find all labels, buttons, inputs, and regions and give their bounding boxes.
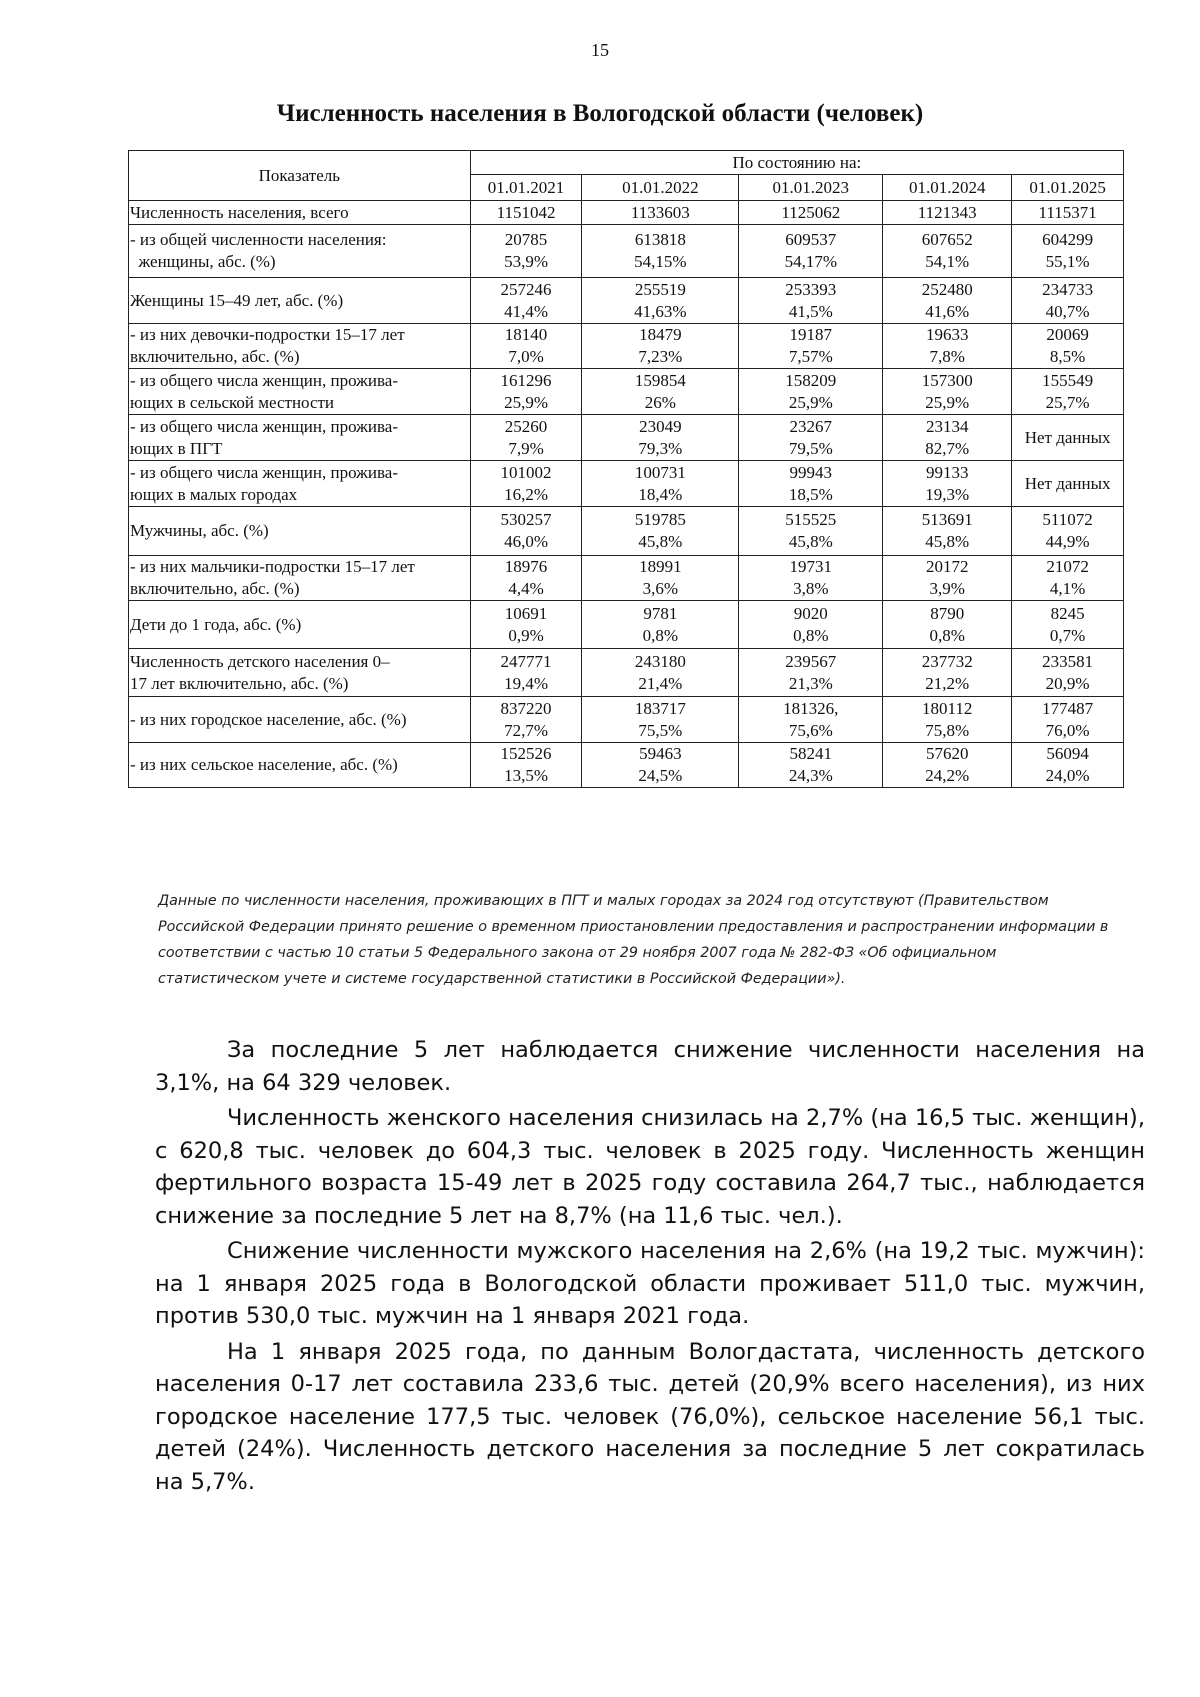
value-line: 21072 (1046, 557, 1089, 576)
row-label-line: Дети до 1 года, абс. (%) (130, 614, 302, 634)
value-cell (739, 601, 883, 649)
row-label-line: ющих в сельской местности (130, 392, 335, 412)
value-cell (470, 697, 582, 743)
table-row (129, 697, 1124, 743)
row-label-line: - из них девочки-подростки 15–17 лет (130, 325, 405, 344)
value-cell (1012, 225, 1124, 278)
value-line: 57620 (925, 744, 969, 763)
table-row (129, 601, 1124, 649)
value-cell (883, 201, 1012, 225)
value-line: 233581 (1042, 651, 1094, 671)
value-cell (883, 697, 1012, 743)
value-line: 79,3% (638, 438, 683, 458)
value-line: 25,9% (504, 392, 549, 412)
date-header-3: 01.01.2023 (739, 175, 883, 201)
value-line: 7,8% (929, 347, 965, 366)
value-cell (1012, 697, 1124, 743)
value-line: 3,9% (929, 579, 965, 598)
value-line: 607652 (921, 230, 973, 249)
table-row (129, 369, 1124, 415)
value-line: 21,3% (788, 673, 833, 693)
value-line: 75,6% (788, 720, 833, 740)
value-line: 515525 (785, 510, 837, 529)
value-line: 159854 (634, 370, 686, 390)
value-cell (1012, 507, 1124, 556)
row-label (129, 201, 471, 225)
table-row (129, 507, 1124, 556)
value-line: 76,0% (1045, 720, 1090, 740)
table-row (129, 649, 1124, 697)
value-cell (582, 324, 739, 369)
value-line: 252480 (921, 279, 973, 299)
row-label (129, 649, 471, 697)
value-line: 519785 (634, 510, 686, 529)
value-line: 21,4% (638, 673, 683, 693)
value-line: 1125062 (781, 202, 841, 222)
value-line: 45,8% (788, 532, 833, 551)
value-cell (582, 507, 739, 556)
value-cell (883, 649, 1012, 697)
value-cell (883, 507, 1012, 556)
value-line: 604299 (1042, 230, 1094, 249)
value-line: 53,9% (504, 252, 549, 271)
value-line: 23267 (789, 416, 833, 436)
value-cell (582, 225, 739, 278)
value-line: 79,5% (788, 438, 833, 458)
value-cell (1012, 461, 1124, 507)
value-line: 1121343 (917, 202, 977, 222)
population-table (128, 150, 1124, 788)
table-row (129, 201, 1124, 225)
table-row (129, 324, 1124, 369)
value-cell (582, 278, 739, 324)
value-cell (470, 649, 582, 697)
value-line: 177487 (1042, 698, 1094, 718)
value-cell (739, 697, 883, 743)
value-line: 99133 (925, 462, 969, 482)
date-header-1: 01.01.2021 (470, 175, 582, 201)
value-line: 158209 (785, 370, 837, 390)
row-label-line: - из общего числа женщин, прожива- (130, 416, 399, 436)
value-line: 8245 (1050, 603, 1085, 623)
value-line: 530257 (500, 510, 552, 529)
value-line: 155549 (1042, 370, 1094, 390)
value-cell (739, 225, 883, 278)
value-cell (739, 461, 883, 507)
date-header-4: 01.01.2024 (883, 175, 1012, 201)
value-line: 513691 (921, 510, 973, 529)
row-label-line: - из общего числа женщин, прожива- (130, 370, 399, 390)
value-line: 45,8% (925, 532, 970, 551)
value-cell (582, 556, 739, 601)
value-cell (470, 201, 582, 225)
value-cell (470, 324, 582, 369)
value-cell (582, 743, 739, 788)
value-line: 3,6% (642, 579, 679, 598)
row-label-line: - из общего числа женщин, прожива- (130, 462, 399, 482)
value-line: 25,9% (925, 392, 970, 412)
value-line: 18,4% (638, 484, 683, 504)
row-label (129, 415, 471, 461)
row-label (129, 278, 471, 324)
row-label-line: ющих в малых городах (130, 484, 298, 504)
date-header-5: 01.01.2025 (1012, 175, 1124, 201)
value-line: 19,4% (504, 673, 549, 693)
value-line: 72,7% (504, 720, 549, 740)
value-cell (1012, 369, 1124, 415)
value-line: 257246 (500, 279, 552, 299)
value-line: 18976 (504, 557, 548, 576)
value-cell (739, 649, 883, 697)
value-line: 25260 (504, 416, 548, 436)
value-line: 20172 (925, 557, 969, 576)
value-line: 59463 (639, 744, 682, 763)
table-row (129, 278, 1124, 324)
value-line: 237732 (921, 651, 973, 671)
table-row (129, 743, 1124, 788)
value-cell (470, 556, 582, 601)
row-label (129, 743, 471, 788)
value-line: 44,9% (1045, 532, 1090, 551)
paragraph-4: На 1 января 2025 года, по данным Вологдастата, численность детского населения 0-17 лет составила 233,6 тыс. детей (20,9% всего населения), из них городское население 177,5 тыс. человек (76,0%), сельское население 56,1 тыс. детей (24%). Численность детского населения за последние 5 лет сократилась на 5,7%. (155, 1338, 1145, 1495)
paragraph-1: За последние 5 лет наблюдается снижение численности населения на 3,1%, на 64 329 человек. (155, 1037, 1145, 1096)
value-line: 20785 (504, 230, 548, 249)
value-line: 9020 (793, 603, 828, 623)
value-line: 1133603 (630, 202, 690, 222)
value-line: 0,8% (793, 625, 829, 645)
row-label-line: Численность населения, всего (130, 202, 349, 222)
value-line: 54,17% (784, 252, 837, 271)
value-line: 239567 (785, 651, 837, 671)
value-line: 45,8% (638, 532, 683, 551)
value-line: 101002 (500, 462, 552, 482)
value-line: 24,0% (1045, 766, 1090, 785)
value-line: 255519 (634, 279, 686, 299)
value-line: 100731 (634, 462, 686, 482)
value-cell (1012, 324, 1124, 369)
table-row (129, 556, 1124, 601)
value-line: 0,8% (929, 625, 965, 645)
value-line: 18991 (639, 557, 682, 576)
paragraph-2: Численность женского населения снизилась на 2,7% (на 16,5 тыс. женщин), с 620,8 тыс. человек до 604,3 тыс. человек в 2025 году. Численность женщин фертильного возраста 15-49 лет в 2025 году составила 264,7 тыс., наблюдается снижение за последние 5 лет на 8,7% (на 11,6 тыс. чел.). (155, 1105, 1145, 1229)
value-line: 180112 (922, 698, 973, 718)
row-label (129, 601, 471, 649)
value-cell (1012, 649, 1124, 697)
value-cell (470, 278, 582, 324)
row-label-line: женщины, абс. (%) (130, 252, 276, 271)
row-label (129, 461, 471, 507)
value-line: 10691 (504, 603, 548, 623)
row-label-line: - из них мальчики-подростки 15–17 лет (130, 557, 415, 576)
value-line: 21,2% (925, 673, 970, 693)
row-label (129, 225, 471, 278)
value-cell (470, 225, 582, 278)
value-cell (1012, 278, 1124, 324)
value-line: 0,9% (508, 625, 544, 645)
value-cell (582, 649, 739, 697)
value-line: 54,1% (925, 252, 970, 271)
row-label-line: Численность детского населения 0– (130, 651, 390, 671)
value-cell (582, 369, 739, 415)
paragraph-3: Снижение численности мужского населения на 2,6% (на 19,2 тыс. мужчин): на 1 января 2025 года в Вологодской области проживает 511,0 тыс. мужчин, против 530,0 тыс. мужчин на 1 января 2021 года. (155, 1238, 1145, 1329)
value-line: 41,63% (634, 301, 687, 321)
value-line: 46,0% (504, 532, 549, 551)
value-cell (883, 225, 1012, 278)
value-line: 19731 (789, 557, 833, 576)
value-line: 13,5% (504, 766, 549, 785)
value-cell (582, 601, 739, 649)
value-cell (739, 201, 883, 225)
value-cell (739, 415, 883, 461)
value-line: 837220 (500, 698, 552, 718)
value-cell (883, 369, 1012, 415)
value-line: 1115371 (1038, 202, 1097, 222)
value-line: 181326, (783, 698, 839, 718)
value-line: 161296 (500, 370, 552, 390)
value-line: 8,5% (1049, 347, 1086, 366)
value-line: 19633 (925, 325, 969, 344)
value-line: 25,9% (788, 392, 833, 412)
value-line: 99943 (789, 462, 833, 482)
value-cell (470, 415, 582, 461)
value-line: 20,9% (1045, 673, 1090, 693)
table-footnote: Данные по численности населения, проживающих в ПГТ и малых городах за 2024 год отсутствуют (Правительством Российской Федерации принято решение о временном приостановлении предоставления и распространении информации в соответствии с частью 10 статьи 5 Федерального закона от 29 ноября 2007 года № 282-ФЗ «Об официальном статистическом учете и системе государственной статистики в Российской Федерации»). (158, 893, 1109, 987)
table-row (129, 225, 1124, 278)
row-label-line: включительно, абс. (%) (130, 579, 300, 598)
row-label (129, 556, 471, 601)
value-line: 609537 (785, 230, 837, 249)
value-cell (739, 278, 883, 324)
value-line: 58241 (789, 744, 833, 763)
value-cell (1012, 201, 1124, 225)
value-cell (470, 369, 582, 415)
row-label (129, 507, 471, 556)
value-line: 75,5% (638, 720, 683, 740)
value-line: 7,57% (788, 347, 833, 366)
value-cell (1012, 601, 1124, 649)
value-line: Нет данных (1024, 427, 1111, 447)
document-title: Численность населения в Вологодской области (человек) (276, 100, 924, 127)
value-cell (1012, 556, 1124, 601)
value-line: 152526 (500, 744, 552, 763)
row-label-line: включительно, абс. (%) (130, 347, 300, 366)
row-label-line: - из общей численности населения: (130, 230, 387, 249)
value-cell (582, 201, 739, 225)
value-cell (883, 601, 1012, 649)
value-cell (883, 461, 1012, 507)
row-label-line: - из них городское население, абс. (%) (130, 709, 407, 729)
value-cell (582, 461, 739, 507)
value-line: 40,7% (1045, 301, 1090, 321)
value-line: 25,7% (1045, 392, 1090, 412)
row-label (129, 324, 471, 369)
value-line: 1151042 (496, 202, 556, 222)
value-line: 82,7% (925, 438, 970, 458)
value-cell (883, 415, 1012, 461)
value-cell (582, 415, 739, 461)
row-label-line: ющих в ПГТ (130, 438, 223, 458)
row-label-line: Женщины 15–49 лет, абс. (%) (130, 290, 344, 310)
value-cell (739, 507, 883, 556)
value-cell (883, 743, 1012, 788)
value-line: 183717 (634, 698, 686, 718)
value-line: 16,2% (504, 484, 549, 504)
value-cell (883, 324, 1012, 369)
value-line: 7,0% (508, 347, 544, 366)
value-line: 8790 (930, 603, 965, 623)
value-cell (739, 743, 883, 788)
value-line: 23134 (925, 416, 969, 436)
row-label (129, 369, 471, 415)
value-line: 7,9% (508, 438, 544, 458)
value-line: 511072 (1042, 510, 1093, 529)
value-line: 253393 (785, 279, 837, 299)
value-line: 0,8% (642, 625, 679, 645)
value-cell (1012, 415, 1124, 461)
value-cell (1012, 743, 1124, 788)
indicator-header: Показатель (129, 151, 471, 201)
value-line: 23049 (639, 416, 682, 436)
row-label-line: - из них сельское население, абс. (%) (130, 755, 398, 774)
body-text (155, 1034, 1145, 1498)
value-line: 157300 (921, 370, 973, 390)
value-line: 24,2% (925, 766, 970, 785)
value-line: 20069 (1046, 325, 1089, 344)
value-line: 41,6% (925, 301, 970, 321)
table-row (129, 461, 1124, 507)
row-label-line: Мужчины, абс. (%) (130, 521, 269, 540)
value-cell (883, 556, 1012, 601)
date-header-2: 01.01.2022 (582, 175, 739, 201)
value-cell (739, 324, 883, 369)
value-line: 75,8% (925, 720, 970, 740)
value-line: 24,5% (638, 766, 683, 785)
row-label-line: 17 лет включительно, абс. (%) (130, 673, 349, 693)
value-cell (739, 369, 883, 415)
value-cell (470, 601, 582, 649)
value-cell (739, 556, 883, 601)
value-cell (883, 278, 1012, 324)
value-cell (582, 697, 739, 743)
value-line: 19187 (789, 325, 833, 344)
value-cell (470, 507, 582, 556)
value-line: 54,15% (634, 252, 687, 271)
value-line: 18479 (639, 325, 682, 344)
value-line: 41,5% (788, 301, 833, 321)
value-line: 41,4% (504, 301, 549, 321)
table-row (129, 415, 1124, 461)
value-line: 24,3% (788, 766, 833, 785)
value-line: 4,4% (508, 579, 544, 598)
value-line: 18,5% (788, 484, 833, 504)
row-label (129, 697, 471, 743)
value-line: 7,23% (638, 347, 683, 366)
value-line: 26% (644, 392, 676, 412)
value-line: 56094 (1046, 744, 1089, 763)
value-line: 0,7% (1049, 625, 1086, 645)
value-cell (470, 461, 582, 507)
value-line: 247771 (500, 651, 552, 671)
value-line: 234733 (1042, 279, 1094, 299)
value-line: 4,1% (1049, 579, 1086, 598)
value-line: 55,1% (1045, 252, 1090, 271)
page-number: 15 (591, 40, 609, 60)
value-line: 18140 (504, 325, 548, 344)
value-line: 19,3% (925, 484, 970, 504)
value-line: Нет данных (1024, 473, 1111, 493)
value-cell (470, 743, 582, 788)
value-line: 243180 (634, 651, 686, 671)
value-line: 613818 (634, 230, 686, 249)
value-line: 3,8% (793, 579, 829, 598)
date-group-header: По состоянию на: (470, 151, 1123, 175)
value-line: 9781 (643, 603, 678, 623)
